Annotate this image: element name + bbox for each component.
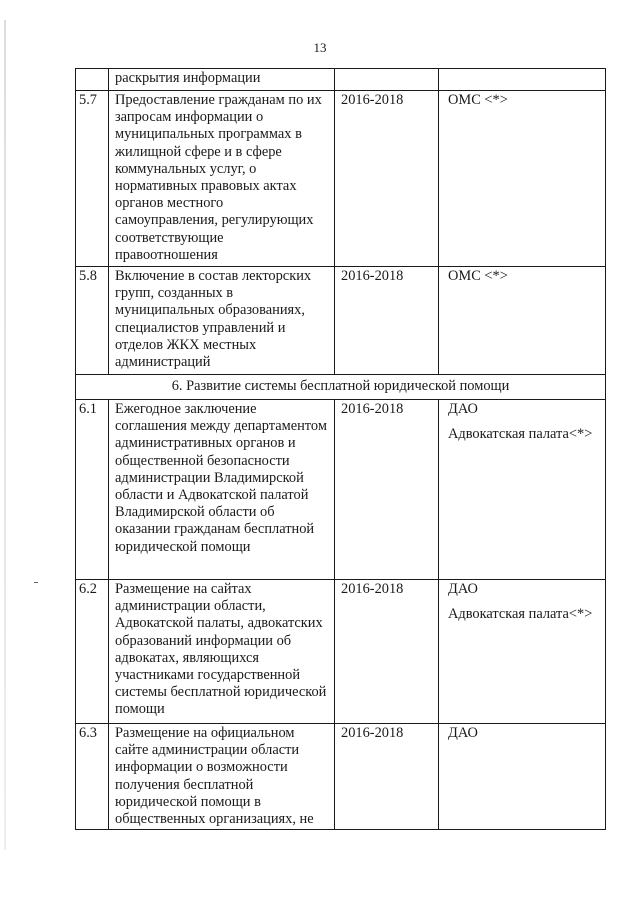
item-executor	[439, 400, 606, 580]
item-description: Размещение на сайтах администрации области, Адвокатской палаты, адвокатских образований информации об адвокатах, являющихся участниками государственной системы бесплатной юридической помощи	[109, 580, 335, 724]
page-number: 13	[313, 40, 327, 55]
scan-speck	[34, 582, 38, 583]
table-row	[76, 69, 606, 91]
table-row	[76, 91, 606, 267]
executor-name: Адвокатская палата<*>	[448, 606, 593, 623]
executor-name: Адвокатская палата<*>	[448, 426, 593, 443]
item-description: Включение в состав лекторских групп, созданных в муниципальных образованиях, специалистов управлений и отделов ЖКХ местных администраций	[109, 267, 335, 375]
executor-name: ДАО	[448, 725, 478, 741]
item-number: 6.1	[76, 400, 109, 580]
item-number: 5.7	[76, 91, 109, 267]
item-executor	[439, 69, 606, 91]
item-description: Ежегодное заключение соглашения между департаментом административных органов и общественной безопасности администрации Владимирской области и Адвокатской палатой Владимирской области об оказании гражданам бесплатной юридической помощи	[109, 400, 335, 580]
item-period: 2016-2018	[335, 724, 439, 830]
item-executor	[439, 91, 606, 267]
item-period: 2016-2018	[335, 91, 439, 267]
section-heading-row	[76, 375, 606, 400]
executor-name: ОМС <*>	[448, 268, 508, 284]
item-period: 2016-2018	[335, 400, 439, 580]
table-row	[76, 400, 606, 580]
table-row	[76, 580, 606, 724]
item-period: 2016-2018	[335, 580, 439, 724]
item-period	[335, 69, 439, 91]
executor-name: ОМС <*>	[448, 92, 508, 108]
measures-table	[75, 68, 606, 830]
item-executor	[439, 267, 606, 375]
item-description: раскрытия информации	[109, 69, 335, 91]
scan-edge-shadow	[4, 20, 6, 850]
executor-name: ДАО	[448, 401, 478, 417]
item-number	[76, 69, 109, 91]
item-period: 2016-2018	[335, 267, 439, 375]
item-number: 6.3	[76, 724, 109, 830]
table-row	[76, 267, 606, 375]
item-executor	[439, 580, 606, 724]
table-row	[76, 724, 606, 830]
item-executor	[439, 724, 606, 830]
item-description: Размещение на официальном сайте администрации области информации о возможности получения бесплатной юридической помощи в общественных организациях, не	[109, 724, 335, 830]
item-number: 6.2	[76, 580, 109, 724]
section-title: 6. Развитие системы бесплатной юридической помощи	[76, 375, 606, 400]
executor-name: ДАО	[448, 581, 478, 597]
item-number: 5.8	[76, 267, 109, 375]
item-description: Предоставление гражданам по их запросам информации о муниципальных программах в жилищной сфере и в сфере коммунальных услуг, о нормативных правовых актах органов местного самоуправления, регулирующих соответствующие правоотношения	[109, 91, 335, 267]
